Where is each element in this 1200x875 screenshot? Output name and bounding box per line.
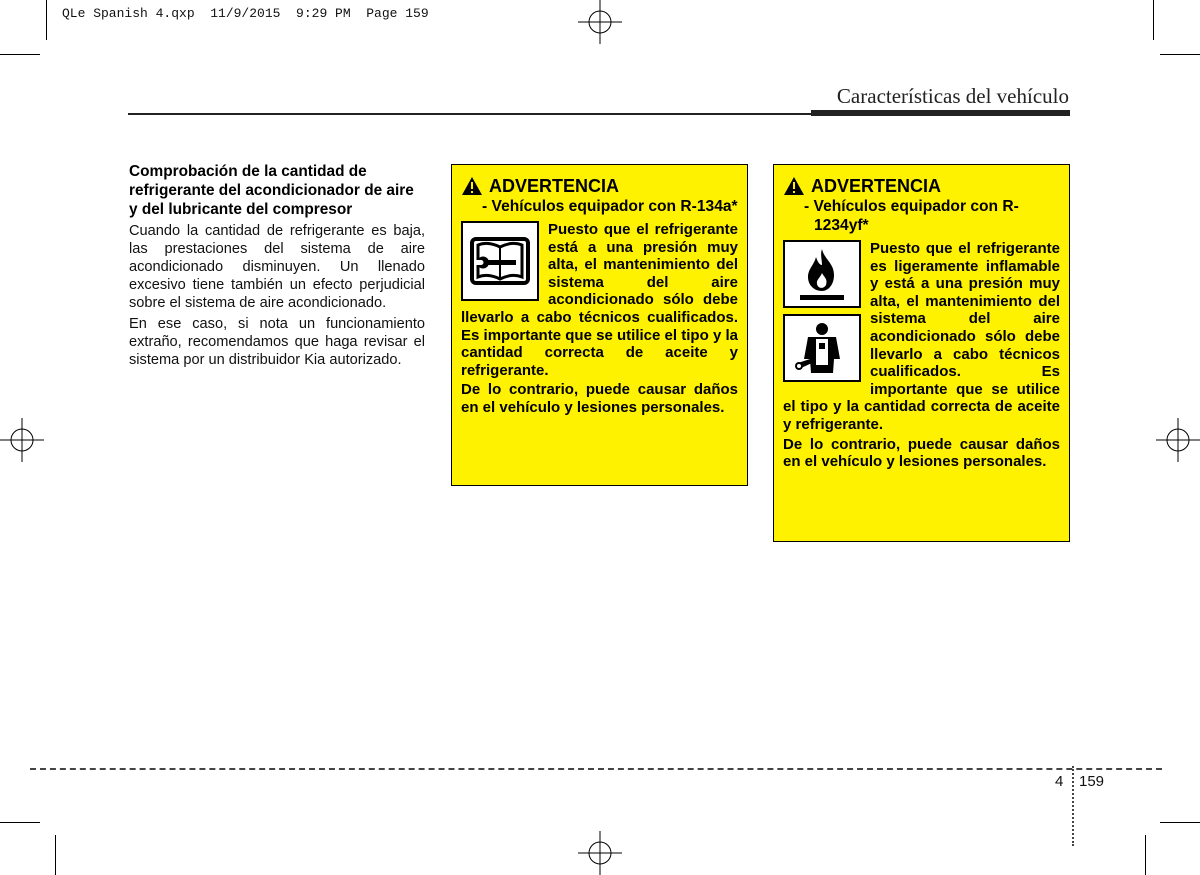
left-column [129, 162, 425, 372]
print-slug: QLe Spanish 4.qxp 11/9/2015 9:29 PM Page 159 [62, 6, 429, 21]
header-rule [128, 113, 811, 115]
warning-text: Puesto que el refrigerante está a una presión muy alta, el mantenimiento del sistema del aire acondicionado sólo debe llevarlo a cabo técnicos cualificados. Es importante que se utilice el tipo y la cantidad correcta de aceite y refrigerante. [461, 221, 738, 379]
technician-icon [783, 314, 861, 382]
warning-text-consequence: De lo contrario, puede causar daños en el vehículo y lesiones personales. [783, 435, 1060, 471]
warning-heading [461, 175, 738, 197]
registration-mark-icon [0, 418, 44, 462]
warning-box-r1234yf [773, 164, 1070, 542]
crop-mark [1160, 822, 1200, 823]
warning-title: ADVERTENCIA [811, 175, 942, 196]
manual-wrench-icon [461, 221, 539, 301]
warning-triangle-icon [461, 176, 483, 196]
icon-stack [783, 240, 861, 386]
crop-mark [1145, 835, 1146, 875]
page-number: 159 [1079, 773, 1105, 790]
page-number-separator [1072, 766, 1074, 846]
crop-mark [46, 0, 47, 40]
registration-mark-icon [578, 0, 622, 44]
section-header-title: Características del vehículo [836, 84, 1069, 108]
crop-mark [55, 835, 56, 875]
section-heading: Comprobación de la cantidad de refrigerante del acondicionador de aire y del lubricante del compresor [129, 163, 414, 218]
body-paragraph: Cuando la cantidad de refrigerante es baja, las prestaciones del sistema de aire acondicionado disminuyen. Un llenado excesivo tiene también un efecto perjudicial sobre el sistema de aire acondicionado. [129, 223, 425, 311]
registration-mark-icon [1156, 418, 1200, 462]
warning-heading [783, 175, 1060, 197]
warning-body [461, 221, 738, 417]
warning-box-r134a [451, 164, 748, 486]
crop-mark [1153, 0, 1154, 40]
warning-subtitle: - Vehículos equipador con R-134a* [482, 198, 738, 215]
crop-mark [0, 822, 40, 823]
warning-subtitle: - Vehículos equipador con R-1234yf* [804, 198, 1019, 234]
warning-text-consequence: De lo contrario, puede causar daños en el vehículo y lesiones personales. [461, 381, 738, 416]
footer-rule [30, 768, 1162, 770]
warning-title: ADVERTENCIA [489, 175, 620, 196]
warning-body [783, 240, 1060, 471]
warning-triangle-icon [783, 176, 805, 196]
chapter-number: 4 [1055, 773, 1064, 790]
body-paragraph: En ese caso, si nota un funcionamiento extraño, recomendamos que haga revisar el sistema por un distribuidor Kia autorizado. [129, 316, 425, 368]
crop-mark [0, 54, 40, 55]
crop-mark [1160, 54, 1200, 55]
header-rule-bold [811, 110, 1070, 116]
registration-mark-icon [578, 831, 622, 875]
warning-text: Puesto que el refrigerante es ligeramente inflamable y está a una presión muy alta, el mantenimiento del sistema del aire acondicionado sólo debe llevarlo a cabo técnicos cualificados. Es importante que se utilice el tipo y la cantidad correcta de aceite y refrigerante. [783, 240, 1060, 433]
flammable-icon [783, 240, 861, 308]
